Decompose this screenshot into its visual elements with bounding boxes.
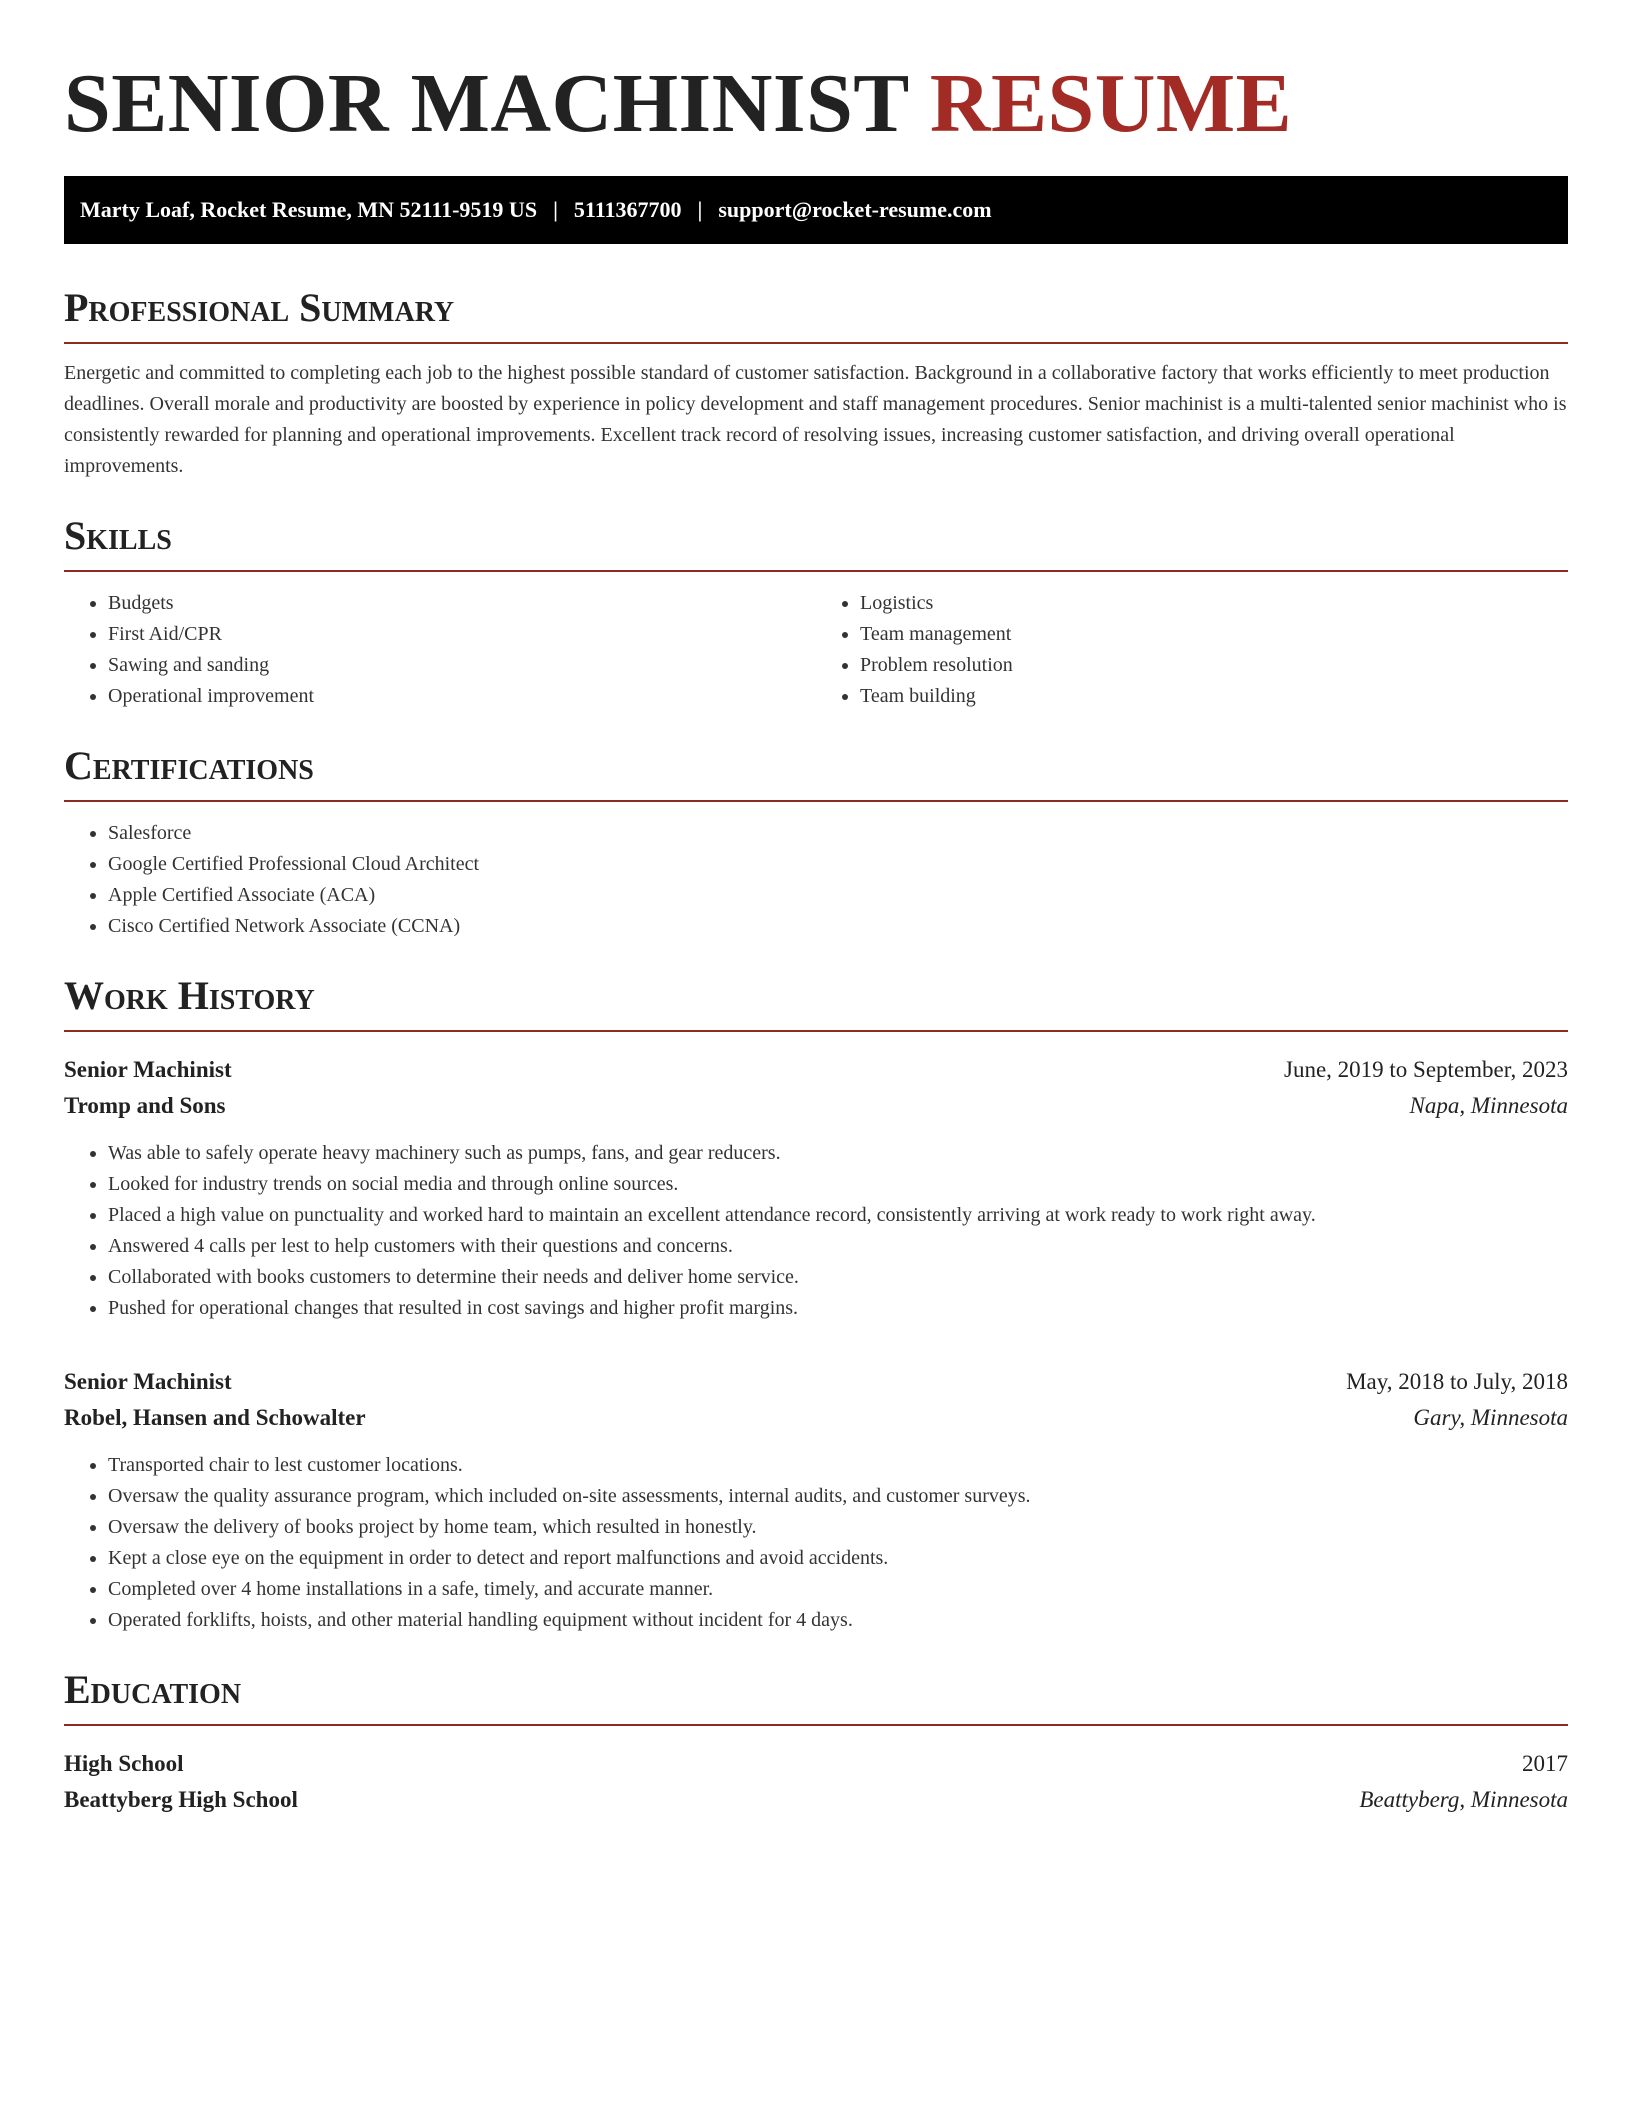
job-title: Senior Machinist [64,1369,232,1394]
skill-item: • First Aid/CPR [108,619,816,650]
job-entry [64,1364,1568,1636]
job-company: Tromp and Sons [64,1093,226,1118]
job-bullet: • Looked for industry trends on social media and through online sources. [108,1169,1568,1200]
education-heading: Education [64,1666,1568,1726]
skills-list-left [64,588,816,712]
certification-item: • Apple Certified Associate (ACA) [108,880,1568,911]
skill-item: • Budgets [108,588,816,619]
skill-item: • Team building [860,681,1568,712]
skill-item: • Team management [860,619,1568,650]
skill-item: • Sawing and sanding [108,650,816,681]
certification-item: • Salesforce [108,818,1568,849]
certification-item: • Cisco Certified Network Associate (CCNA) [108,911,1568,942]
education-degree-row [64,1746,1568,1782]
job-bullet: • Operated forklifts, hoists, and other material handling equipment without incident for 4 days. [108,1605,1568,1636]
job-bullet: • Oversaw the delivery of books project by home team, which resulted in honestly. [108,1512,1568,1543]
education-location: Beattyberg, Minnesota [1359,1787,1568,1812]
summary-text: Energetic and committed to completing each job to the highest possible standard of customer satisfaction. Background in a collaborative factory that works efficiently to meet production deadlines. Overall morale and productivity are boosted by experience in policy development and staff management procedures. Senior machinist is a multi-talented senior machinist who is consistently rewarded for planning and operational improvements. Excellent track record of resolving issues, increasing customer satisfaction, and driving overall operational improvements. [64,362,1567,477]
summary-heading: Professional Summary [64,284,1568,344]
skill-item: • Problem resolution [860,650,1568,681]
education-school-row [64,1782,1568,1818]
skill-item: • Logistics [860,588,1568,619]
contact-address: Marty Loaf, Rocket Resume, MN 52111-9519 US [80,197,538,222]
certifications-heading: Certifications [64,742,1568,802]
job-bullet: • Transported chair to lest customer locations. [108,1450,1568,1481]
skills-list-right [816,588,1568,712]
job-dates: May, 2018 to July, 2018 [1346,1369,1568,1394]
job-title-row [64,1364,1568,1400]
job-bullet: • Placed a high value on punctuality and worked hard to maintain an excellent attendance record, consistently arriving at work ready to work right away. [108,1200,1568,1231]
education-degree: High School [64,1751,184,1776]
job-title: Senior Machinist [64,1057,232,1082]
certifications-section [64,742,1568,942]
education-section [64,1666,1568,1818]
job-bullet: • Pushed for operational changes that resulted in cost savings and higher profit margins. [108,1293,1568,1324]
job-bullets [64,1450,1568,1636]
title-main: SENIOR MACHINIST [64,57,909,150]
job-bullet: • Answered 4 calls per lest to help customers with their questions and concerns. [108,1231,1568,1262]
contact-separator: | [553,197,558,222]
contact-separator: | [697,197,703,222]
job-location: Gary, Minnesota [1413,1405,1568,1430]
job-bullet: • Collaborated with books customers to determine their needs and deliver home service. [108,1262,1568,1293]
skills-section [64,512,1568,712]
job-company-row [64,1400,1568,1436]
page-title [64,56,1568,152]
job-company-row [64,1088,1568,1124]
work-history-heading: Work History [64,972,1568,1032]
certification-item: • Google Certified Professional Cloud Architect [108,849,1568,880]
education-year: 2017 [1522,1751,1568,1776]
education-entry [64,1746,1568,1818]
contact-phone: 5111367700 [573,197,682,222]
skills-heading: Skills [64,512,1568,572]
summary-section [64,284,1568,482]
job-bullet: • Was able to safely operate heavy machinery such as pumps, fans, and gear reducers. [108,1138,1568,1169]
contact-bar [64,176,1568,244]
skills-grid [64,572,1568,712]
work-history-section [64,972,1568,1636]
education-school: Beattyberg High School [64,1787,298,1812]
job-title-row [64,1052,1568,1088]
job-bullet: • Completed over 4 home installations in a safe, timely, and accurate manner. [108,1574,1568,1605]
job-entry [64,1052,1568,1324]
title-accent: RESUME [929,57,1293,150]
job-bullet: • Kept a close eye on the equipment in order to detect and report malfunctions and avoid accidents. [108,1543,1568,1574]
skill-item: • Operational improvement [108,681,816,712]
job-bullets [64,1138,1568,1324]
contact-email: support@rocket-resume.com [718,197,992,222]
job-location: Napa, Minnesota [1409,1093,1568,1118]
job-dates: June, 2019 to September, 2023 [1284,1057,1568,1082]
job-bullet: • Oversaw the quality assurance program, which included on-site assessments, internal audits, and customer surveys. [108,1481,1568,1512]
certifications-list [64,818,1568,942]
job-company: Robel, Hansen and Schowalter [64,1405,366,1430]
